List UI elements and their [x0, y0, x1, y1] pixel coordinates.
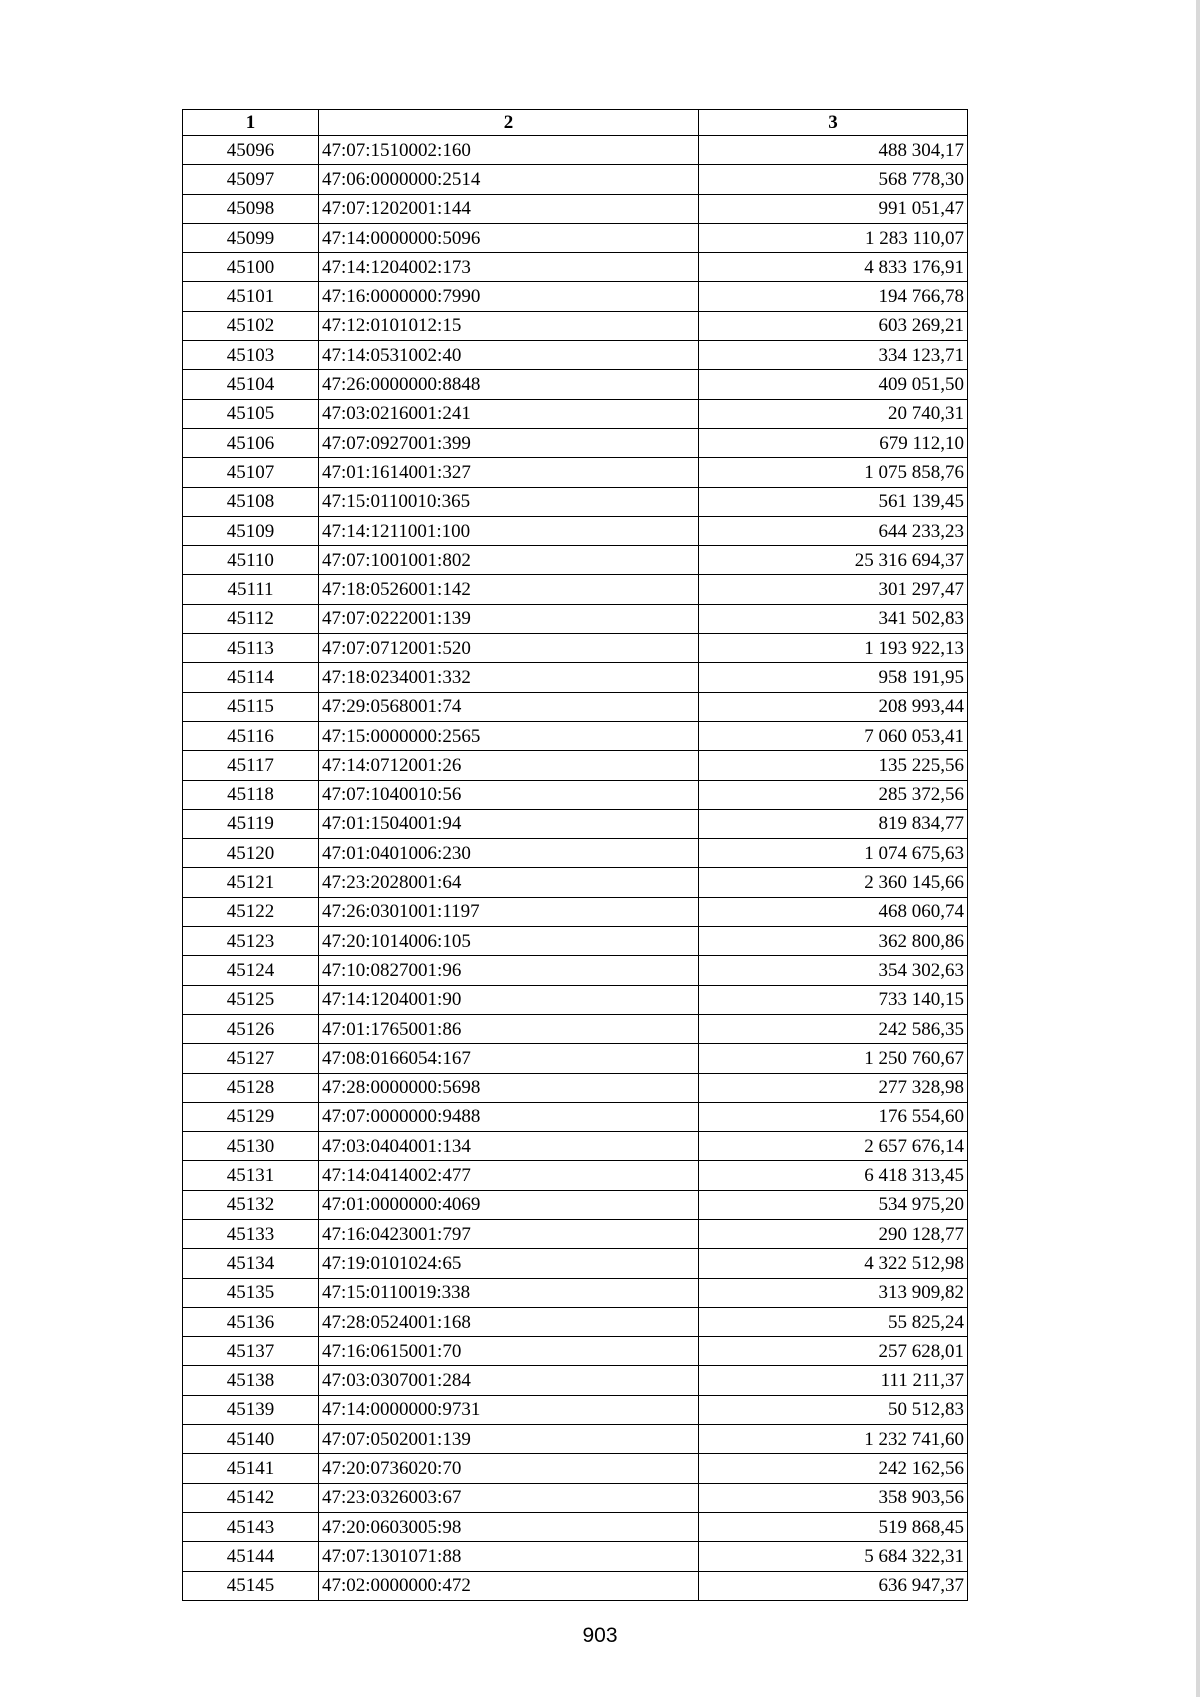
row-number-cell: 45099 — [183, 223, 319, 252]
table-row — [183, 956, 968, 985]
row-number-cell: 45122 — [183, 897, 319, 926]
row-number-cell: 45145 — [183, 1571, 319, 1600]
row-number-cell: 45102 — [183, 311, 319, 340]
data-table — [182, 109, 968, 1601]
value-cell: 519 868,45 — [699, 1512, 968, 1541]
cadastral-number-cell: 47:26:0000000:8848 — [319, 370, 699, 399]
cadastral-number-cell: 47:01:1614001:327 — [319, 458, 699, 487]
row-number-cell: 45106 — [183, 428, 319, 457]
value-cell: 1 250 760,67 — [699, 1044, 968, 1073]
row-number-cell: 45136 — [183, 1307, 319, 1336]
table-row — [183, 1366, 968, 1395]
table-row — [183, 927, 968, 956]
table-row — [183, 253, 968, 282]
cadastral-number-cell: 47:28:0000000:5698 — [319, 1073, 699, 1102]
cadastral-number-cell: 47:07:0000000:9488 — [319, 1102, 699, 1131]
row-number-cell: 45124 — [183, 956, 319, 985]
table-row — [183, 428, 968, 457]
cadastral-number-cell: 47:07:0502001:139 — [319, 1425, 699, 1454]
row-number-cell: 45108 — [183, 487, 319, 516]
table-row — [183, 1278, 968, 1307]
value-cell: 50 512,83 — [699, 1395, 968, 1424]
table-row — [183, 780, 968, 809]
cadastral-number-cell: 47:07:1040010:56 — [319, 780, 699, 809]
value-cell: 1 074 675,63 — [699, 839, 968, 868]
value-cell: 277 328,98 — [699, 1073, 968, 1102]
value-cell: 2 360 145,66 — [699, 868, 968, 897]
table-row — [183, 839, 968, 868]
value-cell: 25 316 694,37 — [699, 546, 968, 575]
value-cell: 358 903,56 — [699, 1483, 968, 1512]
cadastral-number-cell: 47:02:0000000:472 — [319, 1571, 699, 1600]
cadastral-number-cell: 47:01:0401006:230 — [319, 839, 699, 868]
cadastral-number-cell: 47:03:0404001:134 — [319, 1132, 699, 1161]
row-number-cell: 45105 — [183, 399, 319, 428]
table-row — [183, 165, 968, 194]
table-row — [183, 1395, 968, 1424]
row-number-cell: 45120 — [183, 839, 319, 868]
value-cell: 111 211,37 — [699, 1366, 968, 1395]
row-number-cell: 45143 — [183, 1512, 319, 1541]
value-cell: 534 975,20 — [699, 1190, 968, 1219]
cadastral-number-cell: 47:16:0000000:7990 — [319, 282, 699, 311]
table-header — [183, 110, 968, 136]
cadastral-number-cell: 47:14:1204002:173 — [319, 253, 699, 282]
value-cell: 644 233,23 — [699, 516, 968, 545]
cadastral-number-cell: 47:14:0712001:26 — [319, 751, 699, 780]
table-row — [183, 487, 968, 516]
value-cell: 176 554,60 — [699, 1102, 968, 1131]
row-number-cell: 45097 — [183, 165, 319, 194]
table-row — [183, 1337, 968, 1366]
value-cell: 1 075 858,76 — [699, 458, 968, 487]
value-cell: 468 060,74 — [699, 897, 968, 926]
row-number-cell: 45121 — [183, 868, 319, 897]
row-number-cell: 45142 — [183, 1483, 319, 1512]
table-row — [183, 1014, 968, 1043]
cadastral-number-cell: 47:23:0326003:67 — [319, 1483, 699, 1512]
value-cell: 362 800,86 — [699, 927, 968, 956]
row-number-cell: 45137 — [183, 1337, 319, 1366]
table-row — [183, 516, 968, 545]
value-cell: 194 766,78 — [699, 282, 968, 311]
cadastral-number-cell: 47:08:0166054:167 — [319, 1044, 699, 1073]
row-number-cell: 45114 — [183, 663, 319, 692]
cadastral-number-cell: 47:26:0301001:1197 — [319, 897, 699, 926]
table-row — [183, 341, 968, 370]
cadastral-number-cell: 47:28:0524001:168 — [319, 1307, 699, 1336]
table-row — [183, 1132, 968, 1161]
table-row — [183, 604, 968, 633]
table-row — [183, 1542, 968, 1571]
row-number-cell: 45123 — [183, 927, 319, 956]
value-cell: 819 834,77 — [699, 809, 968, 838]
row-number-cell: 45131 — [183, 1161, 319, 1190]
table-row — [183, 663, 968, 692]
cadastral-number-cell: 47:15:0000000:2565 — [319, 721, 699, 750]
value-cell: 409 051,50 — [699, 370, 968, 399]
cadastral-number-cell: 47:19:0101024:65 — [319, 1249, 699, 1278]
value-cell: 6 418 313,45 — [699, 1161, 968, 1190]
row-number-cell: 45109 — [183, 516, 319, 545]
table-row — [183, 575, 968, 604]
value-cell: 257 628,01 — [699, 1337, 968, 1366]
cadastral-number-cell: 47:15:0110010:365 — [319, 487, 699, 516]
table-row — [183, 1190, 968, 1219]
cadastral-number-cell: 47:07:0927001:399 — [319, 428, 699, 457]
row-number-cell: 45144 — [183, 1542, 319, 1571]
value-cell: 1 232 741,60 — [699, 1425, 968, 1454]
value-cell: 733 140,15 — [699, 985, 968, 1014]
cadastral-number-cell: 47:20:0603005:98 — [319, 1512, 699, 1541]
table-row — [183, 1307, 968, 1336]
value-cell: 354 302,63 — [699, 956, 968, 985]
cadastral-number-cell: 47:16:0615001:70 — [319, 1337, 699, 1366]
row-number-cell: 45107 — [183, 458, 319, 487]
cadastral-number-cell: 47:23:2028001:64 — [319, 868, 699, 897]
row-number-cell: 45112 — [183, 604, 319, 633]
cadastral-number-cell: 47:14:0000000:5096 — [319, 223, 699, 252]
table-row — [183, 1571, 968, 1600]
row-number-cell: 45127 — [183, 1044, 319, 1073]
row-number-cell: 45129 — [183, 1102, 319, 1131]
row-number-cell: 45135 — [183, 1278, 319, 1307]
table-row — [183, 634, 968, 663]
row-number-cell: 45098 — [183, 194, 319, 223]
cadastral-number-cell: 47:01:1765001:86 — [319, 1014, 699, 1043]
value-cell: 561 139,45 — [699, 487, 968, 516]
row-number-cell: 45117 — [183, 751, 319, 780]
table-row — [183, 399, 968, 428]
row-number-cell: 45138 — [183, 1366, 319, 1395]
value-cell: 568 778,30 — [699, 165, 968, 194]
cadastral-number-cell: 47:20:1014006:105 — [319, 927, 699, 956]
table-row — [183, 1249, 968, 1278]
row-number-cell: 45140 — [183, 1425, 319, 1454]
row-number-cell: 45104 — [183, 370, 319, 399]
value-cell: 2 657 676,14 — [699, 1132, 968, 1161]
cadastral-number-cell: 47:03:0307001:284 — [319, 1366, 699, 1395]
row-number-cell: 45118 — [183, 780, 319, 809]
table-row — [183, 136, 968, 165]
row-number-cell: 45100 — [183, 253, 319, 282]
cadastral-number-cell: 47:01:1504001:94 — [319, 809, 699, 838]
value-cell: 290 128,77 — [699, 1219, 968, 1248]
cadastral-number-cell: 47:07:1001001:802 — [319, 546, 699, 575]
table-row — [183, 1102, 968, 1131]
cadastral-number-cell: 47:18:0234001:332 — [319, 663, 699, 692]
cadastral-number-cell: 47:14:0531002:40 — [319, 341, 699, 370]
table-header-row — [183, 110, 968, 136]
table-row — [183, 1161, 968, 1190]
table-row — [183, 311, 968, 340]
value-cell: 1 193 922,13 — [699, 634, 968, 663]
table-row — [183, 370, 968, 399]
value-cell: 242 162,56 — [699, 1454, 968, 1483]
row-number-cell: 45113 — [183, 634, 319, 663]
row-number-cell: 45101 — [183, 282, 319, 311]
row-number-cell: 45116 — [183, 721, 319, 750]
column-header-1: 1 — [183, 110, 319, 136]
table-row — [183, 1219, 968, 1248]
cadastral-number-cell: 47:14:1204001:90 — [319, 985, 699, 1014]
table-row — [183, 546, 968, 575]
value-cell: 242 586,35 — [699, 1014, 968, 1043]
table-body — [183, 136, 968, 1601]
value-cell: 7 060 053,41 — [699, 721, 968, 750]
table-row — [183, 692, 968, 721]
value-cell: 301 297,47 — [699, 575, 968, 604]
value-cell: 341 502,83 — [699, 604, 968, 633]
value-cell: 135 225,56 — [699, 751, 968, 780]
cadastral-number-cell: 47:18:0526001:142 — [319, 575, 699, 604]
cadastral-number-cell: 47:16:0423001:797 — [319, 1219, 699, 1248]
table-row — [183, 1073, 968, 1102]
table-row — [183, 1483, 968, 1512]
cadastral-number-cell: 47:10:0827001:96 — [319, 956, 699, 985]
column-header-3: 3 — [699, 110, 968, 136]
table-row — [183, 721, 968, 750]
table-row — [183, 282, 968, 311]
table-row — [183, 897, 968, 926]
row-number-cell: 45130 — [183, 1132, 319, 1161]
value-cell: 1 283 110,07 — [699, 223, 968, 252]
table-row — [183, 751, 968, 780]
table-row — [183, 985, 968, 1014]
cadastral-number-cell: 47:07:0222001:139 — [319, 604, 699, 633]
cadastral-number-cell: 47:01:0000000:4069 — [319, 1190, 699, 1219]
cadastral-number-cell: 47:07:0712001:520 — [319, 634, 699, 663]
value-cell: 488 304,17 — [699, 136, 968, 165]
value-cell: 285 372,56 — [699, 780, 968, 809]
row-number-cell: 45128 — [183, 1073, 319, 1102]
row-number-cell: 45139 — [183, 1395, 319, 1424]
table-row — [183, 1425, 968, 1454]
cadastral-number-cell: 47:07:1510002:160 — [319, 136, 699, 165]
value-cell: 20 740,31 — [699, 399, 968, 428]
table-row — [183, 194, 968, 223]
row-number-cell: 45125 — [183, 985, 319, 1014]
table-row — [183, 1454, 968, 1483]
value-cell: 603 269,21 — [699, 311, 968, 340]
row-number-cell: 45111 — [183, 575, 319, 604]
table-row — [183, 1044, 968, 1073]
cadastral-number-cell: 47:14:0000000:9731 — [319, 1395, 699, 1424]
value-cell: 4 322 512,98 — [699, 1249, 968, 1278]
value-cell: 679 112,10 — [699, 428, 968, 457]
row-number-cell: 45103 — [183, 341, 319, 370]
table-row — [183, 868, 968, 897]
row-number-cell: 45096 — [183, 136, 319, 165]
row-number-cell: 45110 — [183, 546, 319, 575]
value-cell: 958 191,95 — [699, 663, 968, 692]
cadastral-number-cell: 47:29:0568001:74 — [319, 692, 699, 721]
cadastral-number-cell: 47:07:1301071:88 — [319, 1542, 699, 1571]
value-cell: 55 825,24 — [699, 1307, 968, 1336]
value-cell: 208 993,44 — [699, 692, 968, 721]
page-number: 903 — [582, 1624, 618, 1647]
value-cell: 313 909,82 — [699, 1278, 968, 1307]
row-number-cell: 45133 — [183, 1219, 319, 1248]
row-number-cell: 45141 — [183, 1454, 319, 1483]
table-row — [183, 458, 968, 487]
cadastral-number-cell: 47:15:0110019:338 — [319, 1278, 699, 1307]
table-row — [183, 809, 968, 838]
table-row — [183, 223, 968, 252]
row-number-cell: 45115 — [183, 692, 319, 721]
value-cell: 5 684 322,31 — [699, 1542, 968, 1571]
row-number-cell: 45132 — [183, 1190, 319, 1219]
value-cell: 636 947,37 — [699, 1571, 968, 1600]
cadastral-number-cell: 47:03:0216001:241 — [319, 399, 699, 428]
row-number-cell: 45134 — [183, 1249, 319, 1278]
page-edge — [1196, 0, 1200, 1697]
cadastral-number-cell: 47:06:0000000:2514 — [319, 165, 699, 194]
column-header-2: 2 — [319, 110, 699, 136]
value-cell: 4 833 176,91 — [699, 253, 968, 282]
value-cell: 991 051,47 — [699, 194, 968, 223]
cadastral-number-cell: 47:14:1211001:100 — [319, 516, 699, 545]
row-number-cell: 45126 — [183, 1014, 319, 1043]
value-cell: 334 123,71 — [699, 341, 968, 370]
cadastral-number-cell: 47:07:1202001:144 — [319, 194, 699, 223]
cadastral-number-cell: 47:14:0414002:477 — [319, 1161, 699, 1190]
table-row — [183, 1512, 968, 1541]
cadastral-number-cell: 47:20:0736020:70 — [319, 1454, 699, 1483]
row-number-cell: 45119 — [183, 809, 319, 838]
cadastral-number-cell: 47:12:0101012:15 — [319, 311, 699, 340]
